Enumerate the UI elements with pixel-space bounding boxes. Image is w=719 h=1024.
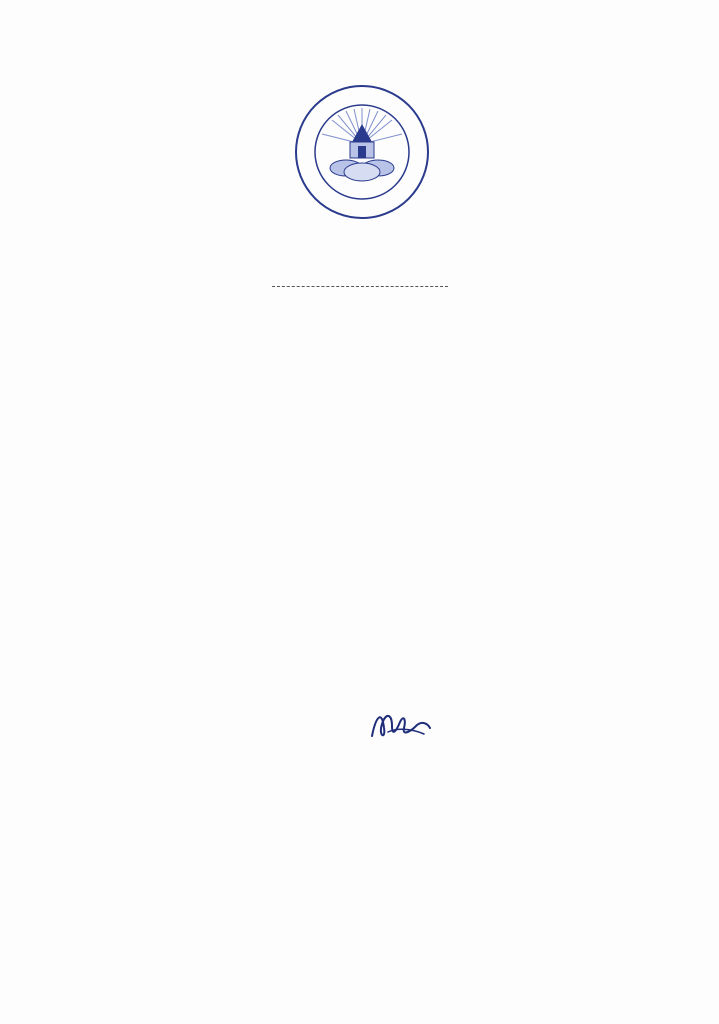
- handwritten-signature: [366, 706, 436, 746]
- heading-divider: [272, 286, 448, 287]
- cooperative-seal-logo: [294, 84, 430, 220]
